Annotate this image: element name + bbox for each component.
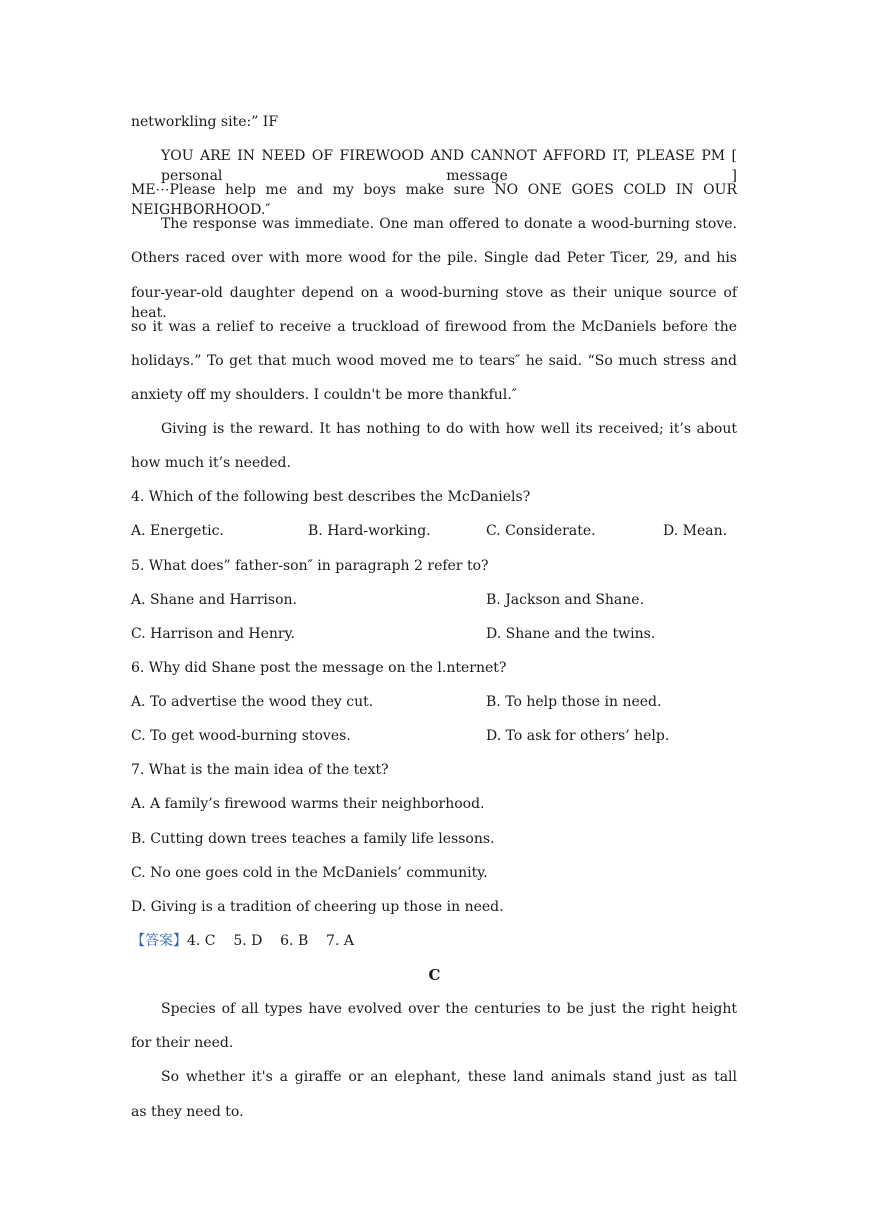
question-option: A. A family’s firewood warms their neighborhood.: [131, 796, 485, 812]
question-option: A. To advertise the wood they cut.: [131, 694, 374, 710]
question-option: B. To help those in need.: [486, 694, 662, 710]
passage-line: ME⋯Please help me and my boys make sure NO ONE GOES COLD IN OUR NEIGHBORHOOD.″: [131, 182, 737, 218]
passage-line: Others raced over with more wood for the pile. Single dad Peter Ticer, 29, and his: [131, 250, 737, 266]
passage-line: networkling site:” IF: [131, 114, 279, 130]
passage-line: for their need.: [131, 1035, 234, 1051]
question-option: A. Energetic.: [131, 523, 224, 539]
question-stem: 4. Which of the following best describes the McDaniels?: [131, 489, 531, 505]
question-option: B. Hard-working.: [308, 523, 431, 539]
question-option: C. No one goes cold in the McDaniels’ community.: [131, 865, 488, 881]
passage-line: holidays.” To get that much wood moved me to tears″ he said. “So much stress and: [131, 353, 737, 369]
answer-label: 【答案】: [131, 933, 187, 949]
passage-line: four-year-old daughter depend on a wood-burning stove as their unique source of heat.: [131, 285, 737, 321]
question-option: C. Considerate.: [486, 523, 596, 539]
passage-line: Giving is the reward. It has nothing to do with how well its received; it’s about: [161, 421, 737, 437]
question-option: D. To ask for others’ help.: [486, 728, 670, 744]
question-option: D. Giving is a tradition of cheering up those in need.: [131, 899, 504, 915]
question-option: C. To get wood-burning stoves.: [131, 728, 351, 744]
question-stem: 6. Why did Shane post the message on the l.nternet?: [131, 660, 507, 676]
passage-line: so it was a relief to receive a truckload of firewood from the McDaniels before the: [131, 319, 737, 335]
question-option: A. Shane and Harrison.: [131, 592, 297, 608]
passage-line: Species of all types have evolved over the centuries to be just the right height: [161, 1001, 737, 1017]
passage-line: as they need to.: [131, 1104, 244, 1120]
question-option: D. Mean.: [663, 523, 728, 539]
answer-text: 4. C 5. D 6. B 7. A: [187, 933, 354, 949]
question-option: B. Jackson and Shane.: [486, 592, 645, 608]
question-option: C. Harrison and Henry.: [131, 626, 296, 642]
question-stem: 5. What does” father-son″ in paragraph 2 refer to?: [131, 558, 489, 574]
question-stem: 7. What is the main idea of the text?: [131, 762, 389, 778]
passage-line: So whether it's a giraffe or an elephant, these land animals stand just as tall: [161, 1069, 737, 1085]
question-option: D. Shane and the twins.: [486, 626, 656, 642]
section-heading: C: [428, 966, 441, 984]
passage-line: how much it’s needed.: [131, 455, 291, 471]
passage-line: YOU ARE IN NEED OF FIREWOOD AND CANNOT AFFORD IT, PLEASE PM [ personal message ]: [161, 148, 737, 184]
passage-line: The response was immediate. One man offered to donate a wood-burning stove.: [161, 216, 737, 232]
passage-line: anxiety off my shoulders. I couldn't be more thankful.″: [131, 387, 517, 403]
answer-key: [131, 931, 354, 951]
question-option: B. Cutting down trees teaches a family life lessons.: [131, 831, 495, 847]
